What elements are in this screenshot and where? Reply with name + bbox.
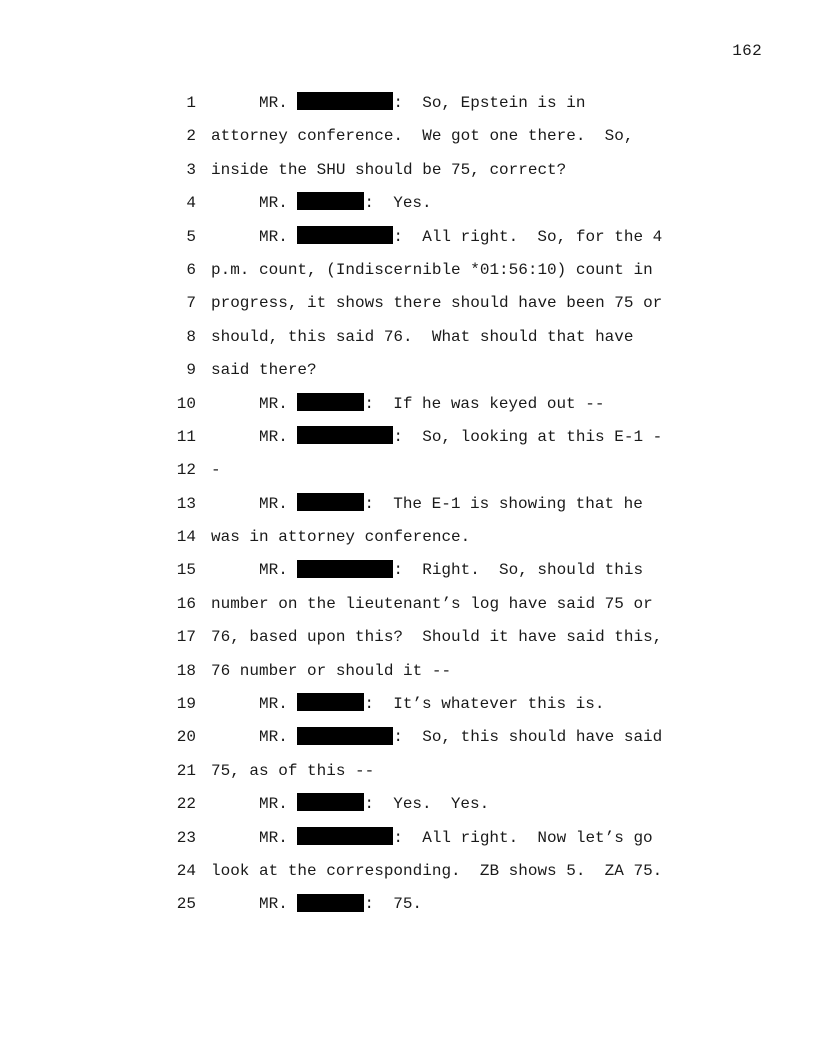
spoken-text: : If he was keyed out -- [364,394,605,413]
speaker-title: MR. [259,895,298,914]
line-number: 8 [186,327,196,346]
line-text: said there? [211,361,317,380]
redacted-name-block [297,894,364,912]
redacted-name-block [297,793,364,811]
line-number: 11 [176,427,196,446]
speaker-title: MR. [259,561,298,580]
redacted-name-block [297,827,393,845]
speaker-title: MR. [259,795,298,814]
speaker-title: MR. [259,728,298,747]
speaker-line-text [259,788,489,821]
transcript-line [0,287,816,320]
redacted-name-block [297,693,364,711]
page-number: 162 [732,42,762,60]
line-number: 5 [186,227,196,246]
line-number: 3 [186,160,196,179]
redacted-name-block [297,426,393,444]
line-number: 10 [176,394,196,413]
spoken-text: : So, looking at this E-1 - [393,427,663,446]
spoken-text: : Right. So, should this [393,561,644,580]
transcript-line [0,688,816,721]
transcript-line [0,154,816,187]
line-text: was in attorney conference. [211,528,471,547]
redacted-name-block [297,393,364,411]
speaker-line-text [259,721,662,754]
speaker-line-text [259,488,643,521]
speaker-line-text [259,688,604,721]
line-number: 24 [176,861,196,880]
transcript-line [0,554,816,587]
redacted-name-block [297,192,364,210]
line-number: 4 [186,194,196,213]
spoken-text: : So, this should have said [393,728,663,747]
line-text: attorney conference. We got one there. So, [211,127,634,146]
speaker-title: MR. [259,394,298,413]
spoken-text: : The E-1 is showing that he [364,494,643,513]
transcript-line [0,488,816,521]
line-number: 6 [186,260,196,279]
line-number: 2 [186,127,196,146]
transcript-line [0,321,816,354]
transcript-line [0,855,816,888]
transcript-line [0,388,816,421]
transcript-line [0,588,816,621]
transcript-line [0,655,816,688]
line-text: p.m. count, (Indiscernible *01:56:10) count in [211,260,653,279]
line-text: 76 number or should it -- [211,661,452,680]
line-number: 20 [176,728,196,747]
transcript-line [0,822,816,855]
line-text: number on the lieutenant’s log have said 75 or [211,594,653,613]
speaker-line-text [259,888,422,921]
line-number: 9 [186,361,196,380]
speaker-line-text [259,187,432,220]
transcript-line [0,421,816,454]
line-number: 22 [176,795,196,814]
speaker-title: MR. [259,494,298,513]
line-number: 12 [176,461,196,480]
line-text: should, this said 76. What should that have [211,327,634,346]
line-number: 15 [176,561,196,580]
speaker-line-text [259,421,662,454]
line-number: 21 [176,761,196,780]
transcript-line [0,221,816,254]
transcript-line [0,187,816,220]
line-number: 23 [176,828,196,847]
speaker-line-text [259,221,662,254]
line-text: 76, based upon this? Should it have said this, [211,628,663,647]
line-number: 13 [176,494,196,513]
line-number: 7 [186,294,196,313]
spoken-text: : 75. [364,895,423,914]
spoken-text: : All right. So, for the 4 [393,227,663,246]
line-number: 19 [176,695,196,714]
transcript-line [0,788,816,821]
transcript-line [0,621,816,654]
speaker-title: MR. [259,695,298,714]
speaker-title: MR. [259,227,298,246]
transcript-line [0,120,816,153]
spoken-text: : So, Epstein is in [393,94,586,112]
transcript-body [0,87,816,922]
transcript-line [0,254,816,287]
line-text: - [211,461,221,480]
speaker-title: MR. [259,194,298,213]
speaker-line-text [259,822,653,855]
line-number: 14 [176,528,196,547]
line-text: progress, it shows there should have been 75 or [211,294,663,313]
transcript-line [0,721,816,754]
line-text: look at the corresponding. ZB shows 5. ZA 75. [211,861,663,880]
speaker-title: MR. [259,427,298,446]
transcript-line [0,87,816,120]
redacted-name-block [297,560,393,578]
line-text: inside the SHU should be 75, correct? [211,160,567,179]
line-number: 18 [176,661,196,680]
line-number: 17 [176,628,196,647]
transcript-line [0,888,816,921]
transcript-line [0,454,816,487]
speaker-line-text [259,554,643,587]
speaker-line-text [259,388,604,421]
transcript-line [0,354,816,387]
line-number: 25 [176,895,196,914]
line-text: 75, as of this -- [211,761,375,780]
speaker-title: MR. [259,94,298,112]
line-number: 16 [176,594,196,613]
spoken-text: : It’s whatever this is. [364,695,605,714]
speaker-title: MR. [259,828,298,847]
speaker-line-text [259,87,585,120]
redacted-name-block [297,226,393,244]
transcript-line [0,521,816,554]
spoken-text: : All right. Now let’s go [393,828,653,847]
spoken-text: : Yes. Yes. [364,795,490,814]
line-number: 1 [186,94,196,112]
spoken-text: : Yes. [364,194,432,213]
redacted-name-block [297,493,364,511]
redacted-name-block [297,92,393,110]
transcript-line [0,755,816,788]
redacted-name-block [297,727,393,745]
